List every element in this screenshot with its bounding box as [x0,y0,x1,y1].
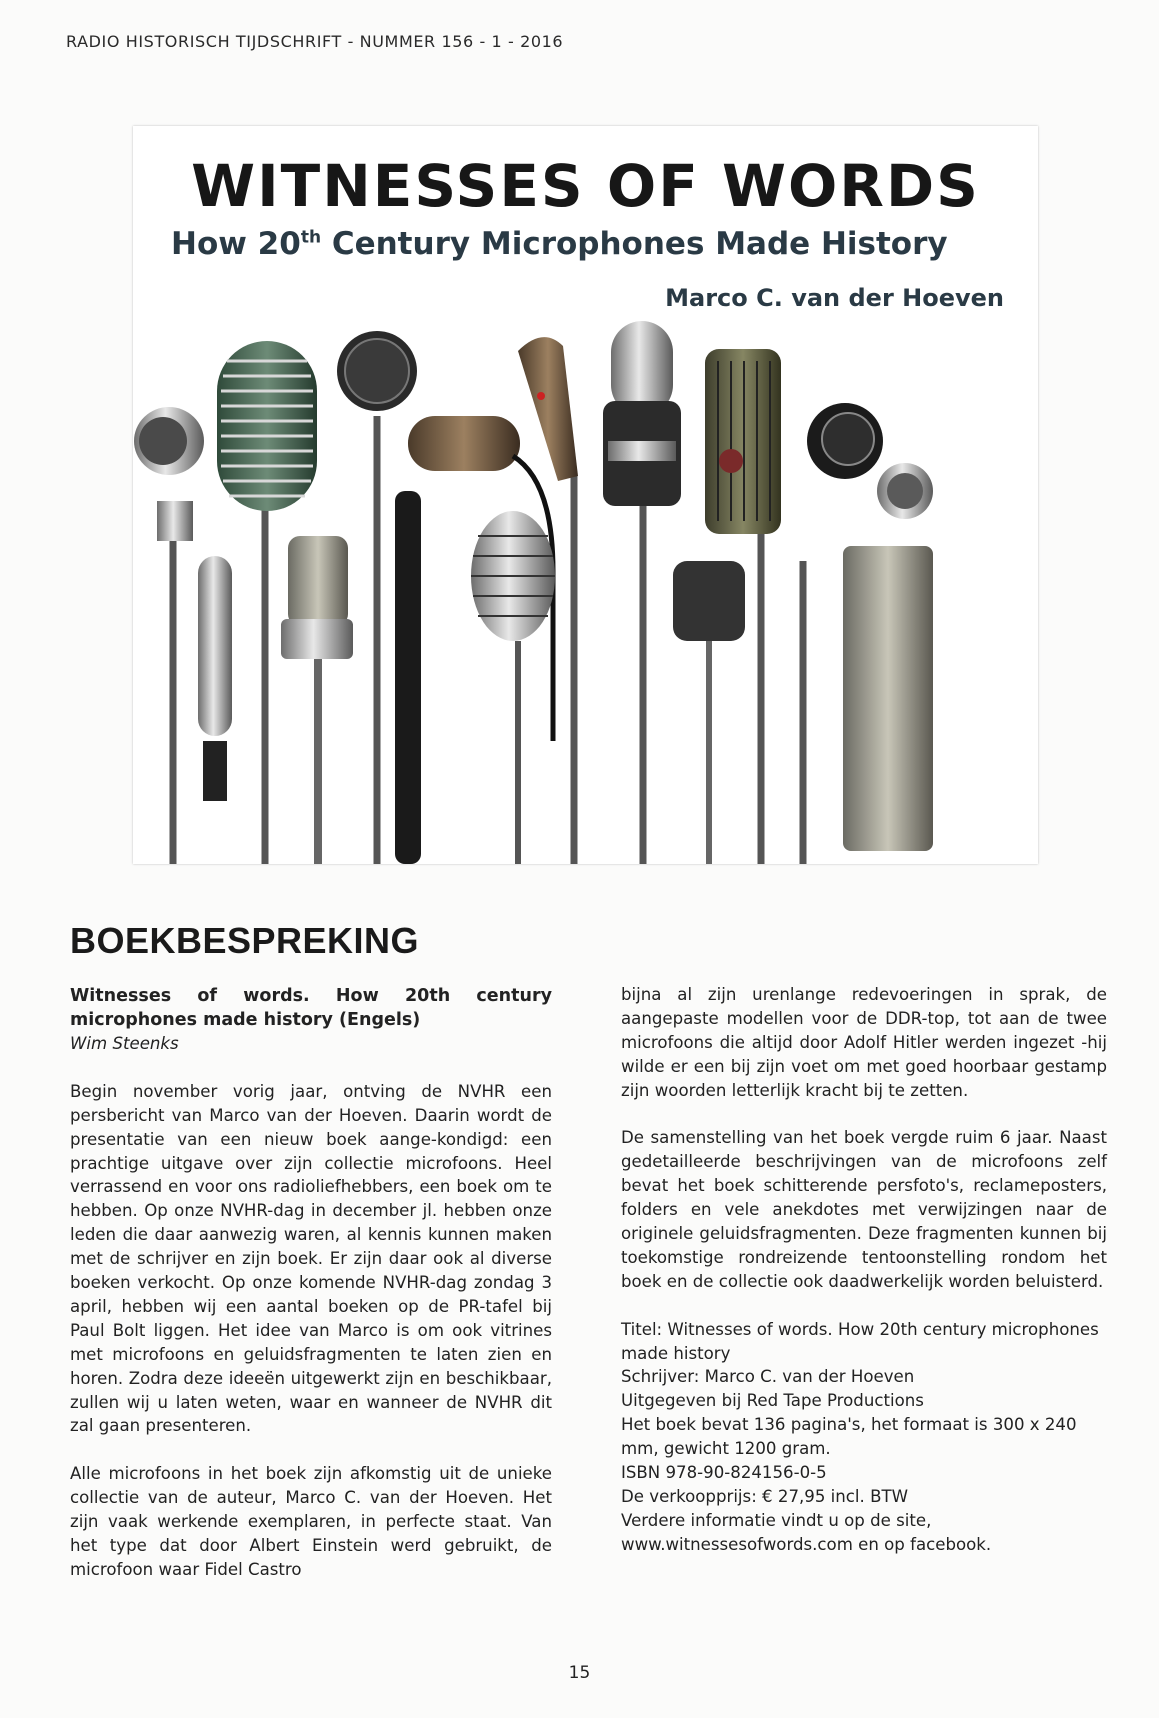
book-info-title: Titel: Witnesses of words. How 20th century microphones made history [621,1319,1099,1363]
book-cover-image [133,126,1038,864]
book-info [621,1318,1107,1557]
cover-author: Marco C. van der Hoeven [665,284,1004,312]
cover-subtitle: How 20th Century Microphones Made History [171,226,948,262]
article-right-column [621,983,1107,1557]
cover-title: WITNESSES OF WORDS [191,152,980,220]
article-title: Witnesses of words. How 20th century microphones made history (Engels) [70,986,552,1030]
book-info-author: Schrijver: Marco C. van der Hoeven [621,1367,915,1387]
book-info-website: Verdere informatie vindt u op de site, www.witnessesofwords.com en op facebook. [621,1510,992,1554]
article-paragraph: De samenstelling van het boek vergde ruim 6 jaar. Naast gedetailleerde beschrijvingen van de microfoons zelf bevat het boek schitterende persfoto's, reclameposters, folders en vele anekdotes met verwijzingen naar de originele geluidsfragmenten. Deze fragmenten kunnen bij toekomstige rondreizende tentoonstelling rondom het boek en de collectie ook daadwerkelijk worden beluisterd. [621,1128,1107,1291]
article-paragraph: Begin november vorig jaar, ontving de NVHR een persbericht van Marco van der Hoeven. Daarin wordt de presentatie van een nieuw boek aange-kondigd: een prachtige uitgave over zijn collectie microfoons. Heel verrassend en voor ons radioliefhebbers, een boek om te hebben. Op onze NVHR-dag in december jl. hebben onze leden die daar aanwezig waren, al kennis kunnen maken met de schrijver en zijn boek. Er zijn daar ook al diverse boeken verkocht. Op onze komende NVHR-dag zondag 3 april, hebben wij een aantal boeken op de PR-tafel bij Paul Bolt liggen. Het idee van Marco is om ook vitrines met microfoons en geluidsfragmenten te laten zien en horen. Zodra deze ideeën uitgewerkt zijn en beschikbaar, zullen wij u laten weten, waar en wanneer de NVHR dit zal gaan presenteren. [70,1081,552,1436]
book-info-format: Het boek bevat 136 pagina's, het formaat is 300 x 240 mm, gewicht 1200 gram. [621,1415,1077,1459]
article-byline: Wim Steenks [70,1034,179,1053]
book-info-isbn: ISBN 978-90-824156-0-5 [621,1463,827,1483]
book-info-price: De verkoopprijs: € 27,95 incl. BTW [621,1487,909,1506]
book-info-publisher: Uitgegeven bij Red Tape Productions [621,1391,924,1411]
article-paragraph: Alle microfoons in het boek zijn afkomstig uit de unieke collectie van de auteur, Marco C. van der Hoeven. Het zijn vaak werkende exemplaren, in perfecte staat. Van het type dat door Albert Einstein werd gebruikt, de microfoon waar Fidel Castro [70,1464,552,1579]
page-number: 15 [568,1663,591,1683]
microphones-illustration [133,321,1038,864]
section-title: BOEKBESPREKING [70,920,420,961]
running-head: RADIO HISTORISCH TIJDSCHRIFT - NUMMER 156 - 1 - 2016 [66,32,564,51]
article-left-column [70,985,552,1606]
article-paragraph: bijna al zijn urenlange redevoeringen in sprak, de aangepaste modellen voor de DDR-top, tot aan de twee microfoons die altijd door Adolf Hitler werden ingezet -hij wilde er een bij zijn voet om met goed hoorbaar gestamp zijn woorden letterlijk kracht bij te zetten. [621,985,1107,1100]
